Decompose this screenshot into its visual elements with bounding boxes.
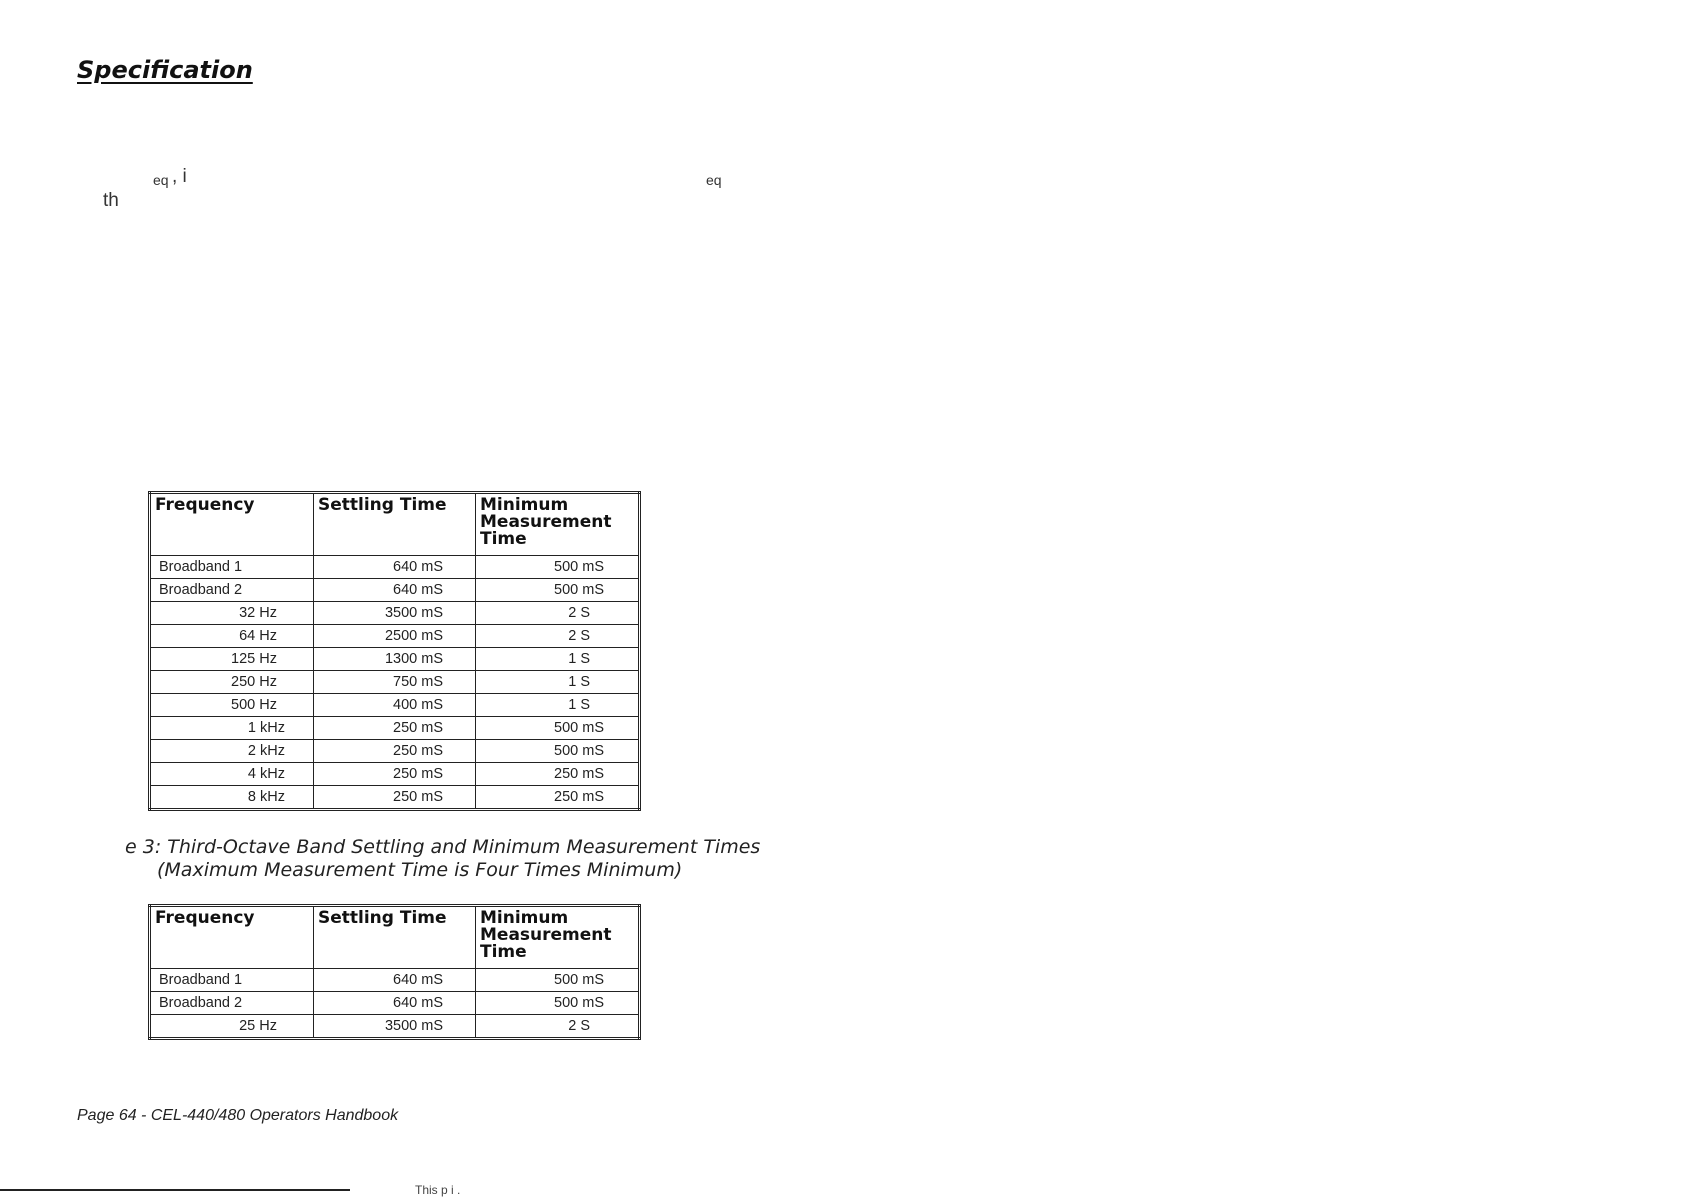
eq-subscript: eq	[153, 172, 169, 188]
frequency-value: 8 kHz	[247, 789, 285, 805]
column-header: Frequency	[150, 906, 314, 969]
frequency-cell: Broadband 2	[150, 992, 314, 1015]
frequency-value: 500 Hz	[231, 697, 277, 713]
frequency-cell: Broadband 1	[150, 969, 314, 992]
table-header-row	[150, 493, 640, 556]
settling-time-cell: 1300 mS	[314, 648, 476, 671]
table-row	[150, 1015, 640, 1039]
bottom-text-fragment: This p i .	[415, 1183, 461, 1197]
settling-time-cell: 2500 mS	[314, 625, 476, 648]
table-row	[150, 717, 640, 740]
frequency-cell	[150, 648, 314, 671]
frequency-value: 4 kHz	[247, 766, 285, 782]
minimum-time-cell: 500 mS	[476, 556, 640, 579]
settling-time-cell: 250 mS	[314, 717, 476, 740]
settling-time-cell: 3500 mS	[314, 1015, 476, 1039]
settling-time-cell: 640 mS	[314, 579, 476, 602]
table-row	[150, 556, 640, 579]
settling-time-cell: 750 mS	[314, 671, 476, 694]
frequency-cell	[150, 740, 314, 763]
text-fragment: th	[103, 190, 119, 211]
eq-subscript: eq	[706, 172, 722, 188]
minimum-time-cell: 2 S	[476, 602, 640, 625]
settling-time-cell: 640 mS	[314, 556, 476, 579]
settling-time-cell: 640 mS	[314, 969, 476, 992]
minimum-time-cell: 1 S	[476, 648, 640, 671]
settling-time-cell: 250 mS	[314, 786, 476, 810]
column-header: Minimum Measurement Time	[476, 493, 640, 556]
column-header: Settling Time	[314, 493, 476, 556]
frequency-cell	[150, 602, 314, 625]
table-caption: e 3: Third-Octave Band Settling and Minimum Measurement Times	[125, 836, 761, 858]
page-heading: Specification	[77, 56, 253, 84]
minimum-time-cell: 500 mS	[476, 969, 640, 992]
frequency-value: 32 Hz	[239, 605, 277, 621]
text-fragment: , i	[172, 166, 187, 187]
table-header-row	[150, 906, 640, 969]
frequency-cell	[150, 786, 314, 810]
column-header: Minimum Measurement Time	[476, 906, 640, 969]
minimum-time-cell: 500 mS	[476, 717, 640, 740]
table-row	[150, 694, 640, 717]
frequency-value: 1 kHz	[247, 720, 285, 736]
table-row	[150, 740, 640, 763]
table-row	[150, 786, 640, 810]
table-row	[150, 671, 640, 694]
frequency-cell	[150, 671, 314, 694]
frequency-value: 2 kHz	[247, 743, 285, 759]
third-octave-settling-table	[148, 904, 641, 1040]
minimum-time-cell: 500 mS	[476, 740, 640, 763]
settling-time-cell: 250 mS	[314, 740, 476, 763]
table-row	[150, 763, 640, 786]
frequency-value: 64 Hz	[239, 628, 277, 644]
frequency-cell	[150, 694, 314, 717]
table-row	[150, 648, 640, 671]
frequency-cell: Broadband 1	[150, 556, 314, 579]
frequency-value: 250 Hz	[231, 674, 277, 690]
minimum-time-cell: 2 S	[476, 1015, 640, 1039]
octave-settling-table	[148, 491, 641, 811]
minimum-time-cell: 250 mS	[476, 763, 640, 786]
minimum-time-cell: 250 mS	[476, 786, 640, 810]
minimum-time-cell: 500 mS	[476, 992, 640, 1015]
column-header: Settling Time	[314, 906, 476, 969]
table-row	[150, 602, 640, 625]
table-row	[150, 579, 640, 602]
page-footer: Page 64 - CEL-440/480 Operators Handbook	[77, 1107, 399, 1124]
frequency-cell: Broadband 2	[150, 579, 314, 602]
frequency-value: 25 Hz	[239, 1018, 277, 1034]
minimum-time-cell: 2 S	[476, 625, 640, 648]
minimum-time-cell: 1 S	[476, 694, 640, 717]
minimum-time-cell: 1 S	[476, 671, 640, 694]
column-header: Frequency	[150, 493, 314, 556]
frequency-value: 125 Hz	[231, 651, 277, 667]
frequency-cell	[150, 717, 314, 740]
table-row	[150, 969, 640, 992]
table-caption-note: (Maximum Measurement Time is Four Times Minimum)	[157, 859, 683, 881]
settling-time-cell: 250 mS	[314, 763, 476, 786]
frequency-cell	[150, 625, 314, 648]
settling-time-cell: 400 mS	[314, 694, 476, 717]
settling-time-cell: 640 mS	[314, 992, 476, 1015]
table-row	[150, 992, 640, 1015]
minimum-time-cell: 500 mS	[476, 579, 640, 602]
frequency-cell	[150, 763, 314, 786]
table-row	[150, 625, 640, 648]
settling-time-cell: 3500 mS	[314, 602, 476, 625]
frequency-cell	[150, 1015, 314, 1039]
